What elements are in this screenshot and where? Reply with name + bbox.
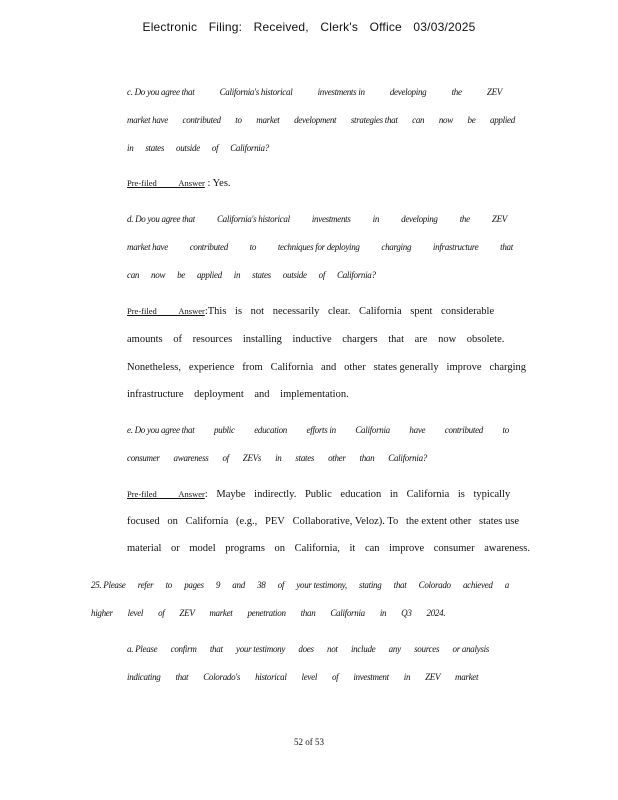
answer-e-line-1 (127, 489, 510, 500)
text-span: and (321, 362, 337, 373)
text-span: refer (137, 580, 154, 590)
text-span: states generally (373, 362, 439, 373)
text-span: investments (311, 214, 351, 224)
text-span: your testimony (236, 644, 286, 654)
text-span: California's historical (216, 214, 290, 224)
text-span: on (167, 516, 178, 527)
text-span: and (232, 580, 245, 590)
text-span: or analysis (452, 644, 489, 654)
prefiled-answer-label: Pre-filed Answer (127, 306, 205, 316)
text-span: strategies that (350, 115, 398, 125)
answer-e-line-2 (127, 516, 519, 527)
question-c-line-2 (127, 115, 515, 125)
text-span: to (235, 115, 242, 125)
question-25a-line-1 (127, 644, 489, 654)
question-c-line-1 (127, 87, 502, 97)
text-span: developing (401, 214, 438, 224)
text-span: a. Please (127, 644, 158, 654)
text-span: techniques for deploying (277, 242, 360, 252)
page-number: 52 of 53 (294, 737, 324, 747)
text-span: PEV (265, 516, 285, 527)
answer-text: : Maybe indirectly. Public education in California is typically (204, 489, 511, 500)
text-span: does (298, 644, 314, 654)
text-span: that (393, 580, 407, 590)
text-span: developing (389, 87, 427, 97)
answer-text: :This is not necessarily clear. California spent considerable (204, 306, 495, 317)
text-span: applied (490, 115, 515, 125)
question-25a-line-2: indicating that Colorado's historical level of investment in ZEV market (127, 672, 479, 682)
question-e-line-1 (127, 425, 509, 435)
text-span: 9 (215, 580, 221, 590)
text-span: efforts in (306, 425, 336, 435)
prefiled-answer-label: Pre-filed Answer (127, 489, 205, 499)
text-span: development (294, 115, 337, 125)
text-span: infrastructure (432, 242, 479, 252)
text-span: contributed (182, 115, 221, 125)
text-span: ZEV (486, 87, 502, 97)
text-span: California's historical (219, 87, 293, 97)
text-span: contributed (444, 425, 483, 435)
text-span: stating (359, 580, 382, 590)
text-span: market have (127, 242, 168, 252)
question-25-line-1 (91, 580, 509, 590)
text-span: confirm (170, 644, 197, 654)
text-span: California (270, 362, 314, 373)
text-span: to (502, 425, 509, 435)
text-span: focused (127, 516, 160, 527)
text-span: 25. Please (91, 580, 126, 590)
text-span: any (388, 644, 401, 654)
text-span: d. Do you agree that (127, 214, 195, 224)
text-span: sources (414, 644, 440, 654)
text-span: include (350, 644, 376, 654)
text-span: Collaborative, Veloz). To (292, 516, 399, 527)
text-span: a (504, 580, 509, 590)
text-span: not (327, 644, 338, 654)
prefiled-answer-label: Pre-filed Answer (127, 178, 205, 188)
text-span: achieved (462, 580, 493, 590)
text-span: California (185, 516, 229, 527)
text-span: contributed (189, 242, 228, 252)
text-span: be (467, 115, 476, 125)
question-25-line-2: higher level of ZEV market penetration than California in Q3 2024. (91, 608, 446, 618)
text-span: of (277, 580, 285, 590)
text-span: can (412, 115, 425, 125)
text-span: the (451, 87, 462, 97)
text-span: experience (188, 362, 235, 373)
answer-d-line-3 (127, 362, 526, 373)
text-span: education (254, 425, 287, 435)
filing-header: Electronic Filing: Received, Clerk's Office 03/03/2025 (142, 20, 476, 34)
question-c-line-3: in states outside of California? (127, 143, 269, 153)
question-e-line-2: consumer awareness of ZEVs in states other than California? (127, 453, 427, 463)
text-span: that (500, 242, 513, 252)
text-span: charging (489, 362, 526, 373)
answer-d-line-2: amounts of resources installing inductive chargers that are now obsolete. (127, 334, 505, 345)
text-span: pages (184, 580, 204, 590)
text-span: to (249, 242, 257, 252)
text-span: from (242, 362, 263, 373)
answer-d-line-4: infrastructure deployment and implementation. (127, 389, 349, 400)
answer-c (127, 178, 231, 189)
text-span: the (459, 214, 470, 224)
text-span: Nonetheless, (127, 362, 181, 373)
text-span: states use (479, 516, 519, 527)
text-span: your testimony, (296, 580, 347, 590)
text-span: market have (127, 115, 168, 125)
text-span: that (209, 644, 223, 654)
answer-text: : Yes. (207, 178, 231, 189)
text-span: public (213, 425, 235, 435)
question-d-line-2 (127, 242, 513, 252)
text-span: to (165, 580, 172, 590)
text-span: ZEV (491, 214, 507, 224)
text-span: other (344, 362, 366, 373)
text-span: c. Do you agree that (127, 87, 195, 97)
text-span: (e.g., (235, 516, 258, 527)
answer-e-line-3: material or model programs on California, it can improve consumer awareness. (127, 543, 530, 554)
text-span: now (438, 115, 453, 125)
question-d-line-3: can now be applied in states outside of California? (127, 270, 376, 280)
text-span: market (256, 115, 280, 125)
text-span: California (355, 425, 390, 435)
text-span: in (372, 214, 380, 224)
answer-d-line-1 (127, 306, 494, 317)
question-d-line-1 (127, 214, 507, 224)
text-span: e. Do you agree that (127, 425, 195, 435)
text-span: have (409, 425, 426, 435)
text-span: improve (446, 362, 482, 373)
text-span: the extent other (405, 516, 472, 527)
text-span: 38 (257, 580, 266, 590)
text-span: Colorado (418, 580, 451, 590)
text-span: charging (381, 242, 412, 252)
text-span: investments in (317, 87, 365, 97)
